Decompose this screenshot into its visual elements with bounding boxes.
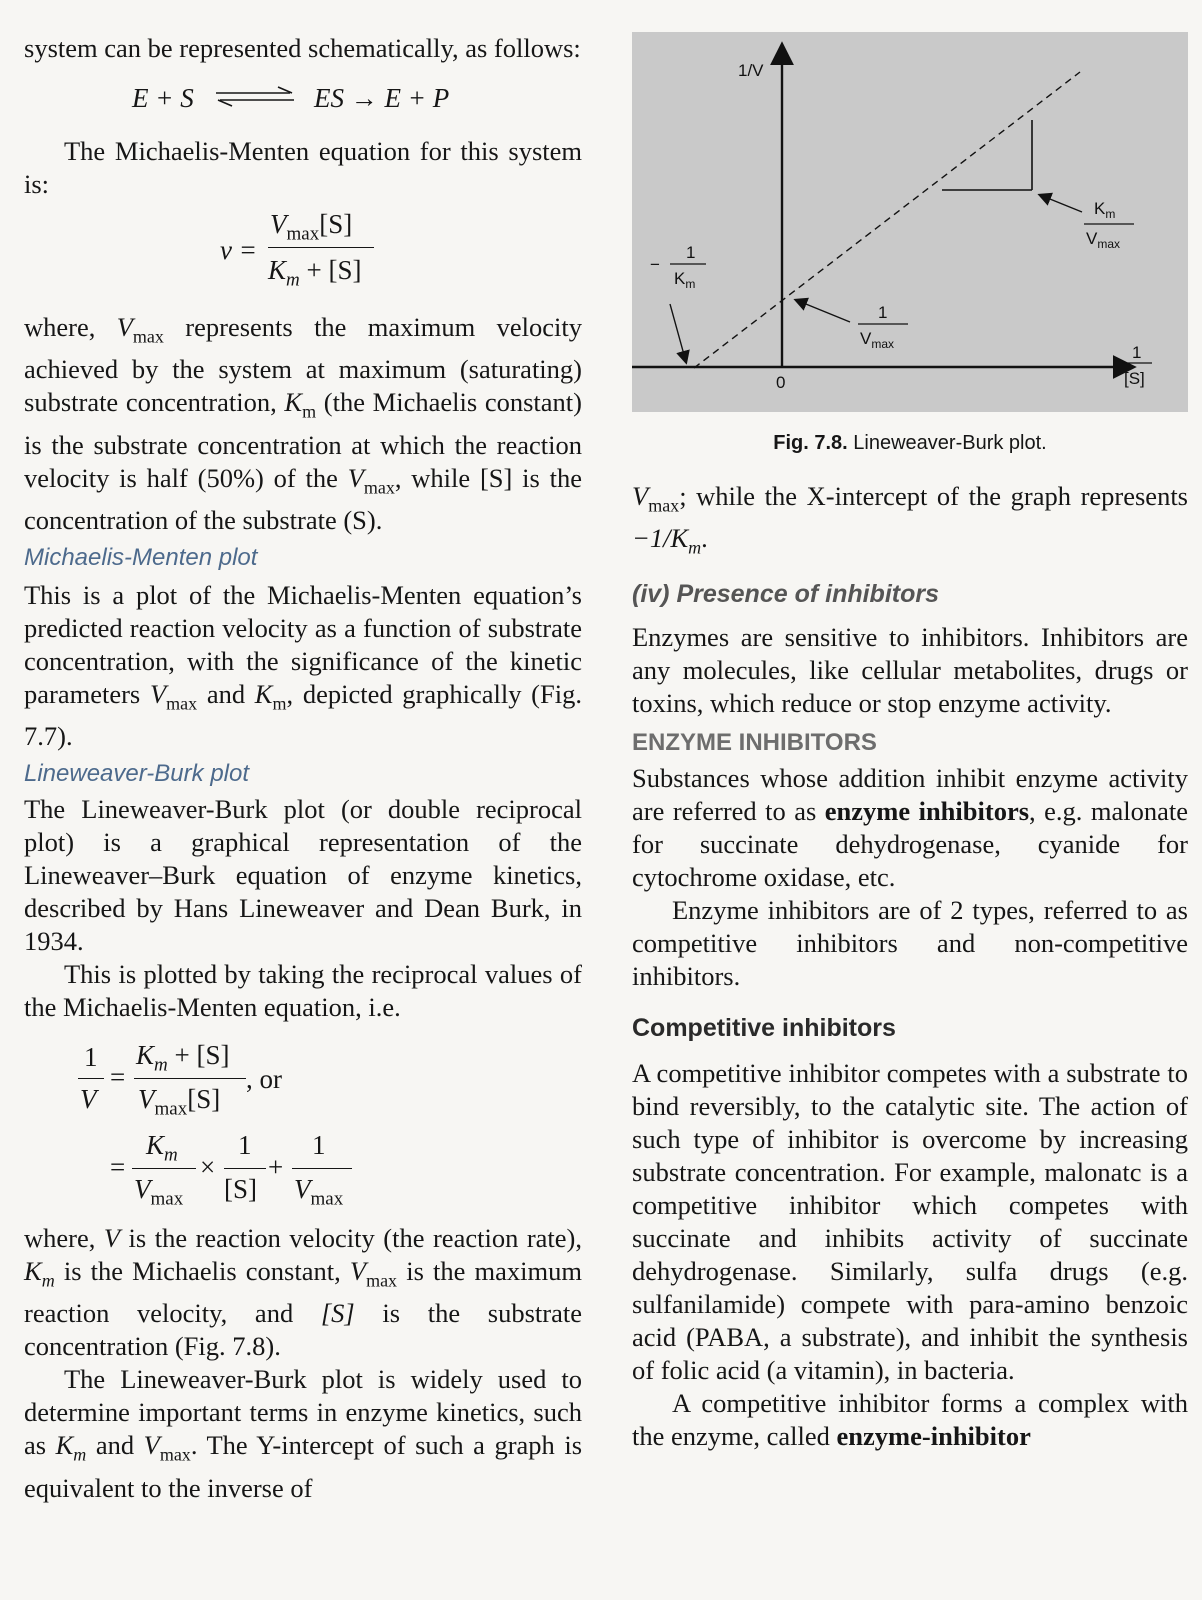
heading-competitive-inhibitors: Competitive inhibitors xyxy=(632,1013,896,1042)
heading-michaelis-menten-plot: Michaelis-Menten plot xyxy=(24,543,258,571)
km-label-sign: − xyxy=(650,255,660,274)
paragraph-xintercept: $V_{max}$; while the X-intercept of the graph represents $-1/K_m$. xyxy=(632,481,1188,558)
paragraph-lb-plot: The Lineweaver-Burk plot (or double reciprocal plot) is a graphical representation of the Lineweaver–Burk equation of enzyme kinetics, described by Hans Lineweaver and Dean Burk, in 1934. xyxy=(24,794,582,957)
origin-label: 0 xyxy=(776,373,786,392)
paragraph-inhibitors-sensitive: Enzymes are sensitive to inhibitors. Inhibitors are any molecules, like cellular metabolites, drugs or toxins, which reduce or stop enzyme activity. xyxy=(632,621,1188,718)
vmax-label-den: $V_{max}$ xyxy=(860,329,895,351)
figure-number: Fig. 7.8. xyxy=(773,432,848,454)
vmax-label-num: 1 xyxy=(878,303,888,322)
slope-label-num: $K_m$ xyxy=(1094,199,1116,221)
paragraph-inhibitor-definition: Substances whose addition inhibit enzyme activity are referred to as enzyme inhibitors, e.g. malonate for succinate dehydrogenase, cyanide for cytochrome oxidase, etc. xyxy=(632,762,1188,892)
mm-eq-denominator: $K_m + [S]$ xyxy=(268,255,362,291)
figure-caption xyxy=(632,432,1188,455)
lineweaver-burk-diagram xyxy=(632,32,1188,412)
vmax-arrow xyxy=(796,300,850,322)
mm-eq-numerator: $V_{max}[S]$ xyxy=(270,209,353,245)
reaction-lhs: E + S xyxy=(132,83,194,113)
reaction-rhs: ES → E + P xyxy=(314,83,450,113)
lineweaver-burk-figure xyxy=(632,32,1188,412)
x-axis-label-num: 1 xyxy=(1132,343,1142,362)
paragraph-reciprocal: This is plotted by taking the reciprocal values of the Michaelis-Menten equation, i.e. xyxy=(24,959,582,1023)
heading-lineweaver-burk-plot: Lineweaver-Burk plot xyxy=(24,760,250,788)
y-axis-label: 1/V xyxy=(738,61,764,80)
slope-arrow xyxy=(1040,195,1082,212)
left-column xyxy=(24,0,582,1505)
reaction-scheme xyxy=(24,69,582,127)
paragraph-competitive-description: A competitive inhibitor competes with a substrate to bind reversibly, to the catalytic site. The action of such type of inhibitor is overcome by increasing substrate concentration. For example, malonatc is a competitive inhibitor which competes with succinate and inhibits activity of succinate dehydrogenase. Similarly, sulfa drugs (e.g. sulfanilamide) compete with para-amino benzoic acid (PABA, a substrate), and inhibit the synthesis of folic acid (a vitamin), in bacteria. xyxy=(632,1057,1188,1385)
mm-eq-fraction-bar xyxy=(268,247,374,248)
slope-label-den: $V_{max}$ xyxy=(1086,229,1121,251)
paragraph-lb-uses: The Lineweaver-Burk plot is widely used to determine important terms in enzyme kinetics, such as $K_m$ and $V_{max}$. The Y-intercept of such a graph is equivalent to the inverse of xyxy=(24,1364,583,1503)
km-arrow xyxy=(670,304,686,362)
figure-caption-text: Lineweaver-Burk plot. xyxy=(847,432,1047,454)
mm-eq-lhs: v = xyxy=(220,235,257,265)
km-label-den: $K_m$ xyxy=(674,269,696,291)
paragraph-inhibitor-types: Enzyme inhibitors are of 2 types, referred to as competitive inhibitors and non-competitive inhibitors. xyxy=(632,894,1188,991)
heading-enzyme-inhibitors: ENZYME INHIBITORS xyxy=(632,728,877,756)
lineweaver-burk-equation: 1 V = $K_m + [S]$ $V_{max}[S]$ , or = $K_m$ $V_{max}$ × 1 [S] + 1 $V_{max}$ xyxy=(24,1024,582,1204)
michaelis-menten-equation xyxy=(24,201,582,301)
heading-presence-of-inhibitors: (iv) Presence of inhibitors xyxy=(632,579,940,608)
x-axis-label-den: [S] xyxy=(1124,369,1145,388)
paragraph-intro: system can be represented schematically, as follows: xyxy=(24,33,581,63)
paragraph-vmax-definition: where, $V_{max}$ represents the maximum velocity achieved by the system at maximum (saturating) substrate concentration, $K_m$ (the Michaelis constant) is the substrate concentration at which the reaction velocity is half (50%) of the $V_{max}$, while [S] is the concentration of the substrate (S). xyxy=(24,312,582,535)
paragraph-competitive-complex: A competitive inhibitor forms a complex with the enzyme, called enzyme-inhibitor xyxy=(632,1387,1188,1451)
paragraph-lb-terms: where, V is the reaction velocity (the reaction rate), $K_m$ is the Michaelis constant, $V_{max}$ is the maximum reaction velocity, and [S] is the substrate concentration (Fig. 7.8). xyxy=(24,1223,582,1362)
right-column xyxy=(632,480,1188,1453)
equilibrium-arrow-icon xyxy=(214,85,296,109)
km-label-num: 1 xyxy=(686,243,696,262)
paragraph-mm-intro: The Michaelis-Menten equation for this system is: xyxy=(24,136,582,199)
paragraph-mm-plot: This is a plot of the Michaelis-Menten equation’s predicted reaction velocity as a function of substrate concentration, with the significance of the kinetic parameters $V_{max}$ and $K_m$, depicted graphically (Fig. 7.7). xyxy=(24,579,582,752)
